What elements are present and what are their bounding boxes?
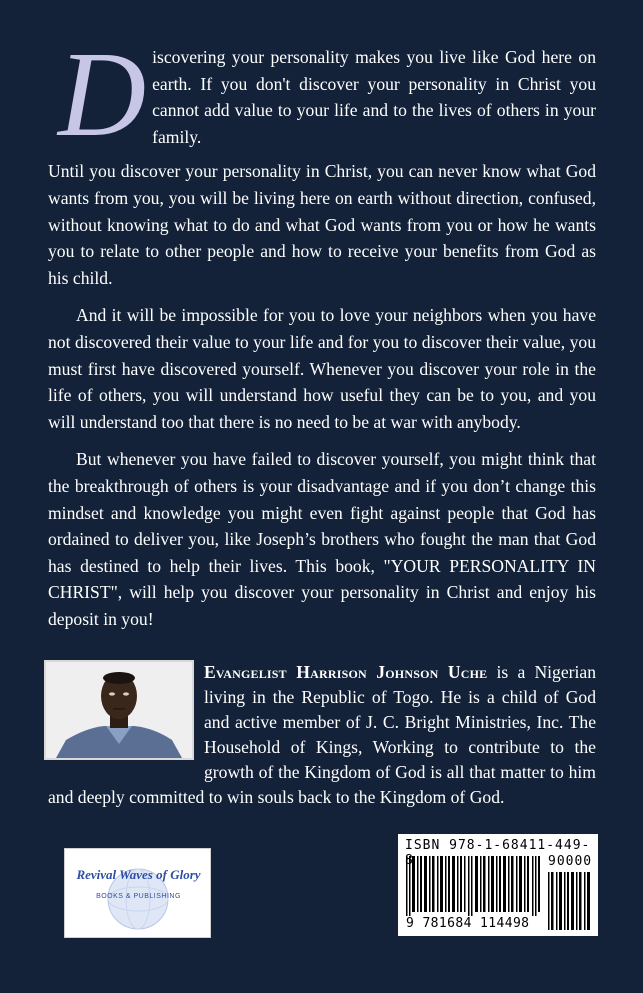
blurb-paragraph-4: But whenever you have failed to discover yourself, you might think that the breakthrough of others is your disadvantage and if you don’t change this mindset and knowledge you might even fight against people that God has ordained to deliver you, like Joseph’s brothers who fought the man that God has destined to help their lives. This book, "YOUR PERSONALITY IN CHRIST", will help you discover your personality in Christ and enjoy his deposit in you!	[48, 449, 596, 629]
blurb	[48, 27, 596, 643]
publisher-name: Revival Waves of Glory	[76, 867, 201, 882]
blurb-paragraph-2: Until you discover your personality in Christ, you can never know what God wants from you, you will be living here on earth without direction, confused, without knowing what to do and what God wants from you or how he wants you to relate to other people and how to receive your benefits from God as his child.	[48, 161, 596, 288]
barcode-digits: 9 781684 114498	[406, 916, 530, 931]
author-bio-text: is a Nigerian living in the Republic of Togo. He is a child of God and active member of J. C. Bright Ministries, Inc. The Household of Kings, Working to contribute to the growth of the Kingdom of God is all that matter to him and deeply committed to win souls back to the Kingdom of God.	[48, 662, 596, 807]
addon-bars-icon	[548, 872, 592, 930]
blurb-paragraph-3: And it will be impossible for you to love your neighbors when you have not discovered their value to your life and for you to discover their value, you must first have discovered yourself. Whenever you discover your role in the life of others, you will understand how useful they can be to you, and you will understand too that there is no need to be at war with anybody.	[48, 305, 596, 432]
publisher-logo	[64, 848, 211, 938]
photo-spacer	[48, 660, 204, 764]
barcode-bars-icon	[406, 856, 541, 916]
barcode-addon-text: 90000	[548, 854, 593, 869]
isbn-barcode	[398, 834, 598, 936]
isbn-text: ISBN 978-1-68411-449-	[405, 838, 591, 853]
drop-cap: D	[58, 27, 147, 162]
author-bio	[48, 660, 596, 810]
author-name: Evangelist Harrison Johnson Uche	[204, 662, 488, 682]
blurb-paragraph-1-text: iscovering your personality makes you live like God here on earth. If you don't discover your personality in Christ you cannot add value to your life and to the lives of others in your family.	[152, 47, 596, 147]
publisher-subline: BOOKS & PUBLISHING	[96, 893, 181, 900]
